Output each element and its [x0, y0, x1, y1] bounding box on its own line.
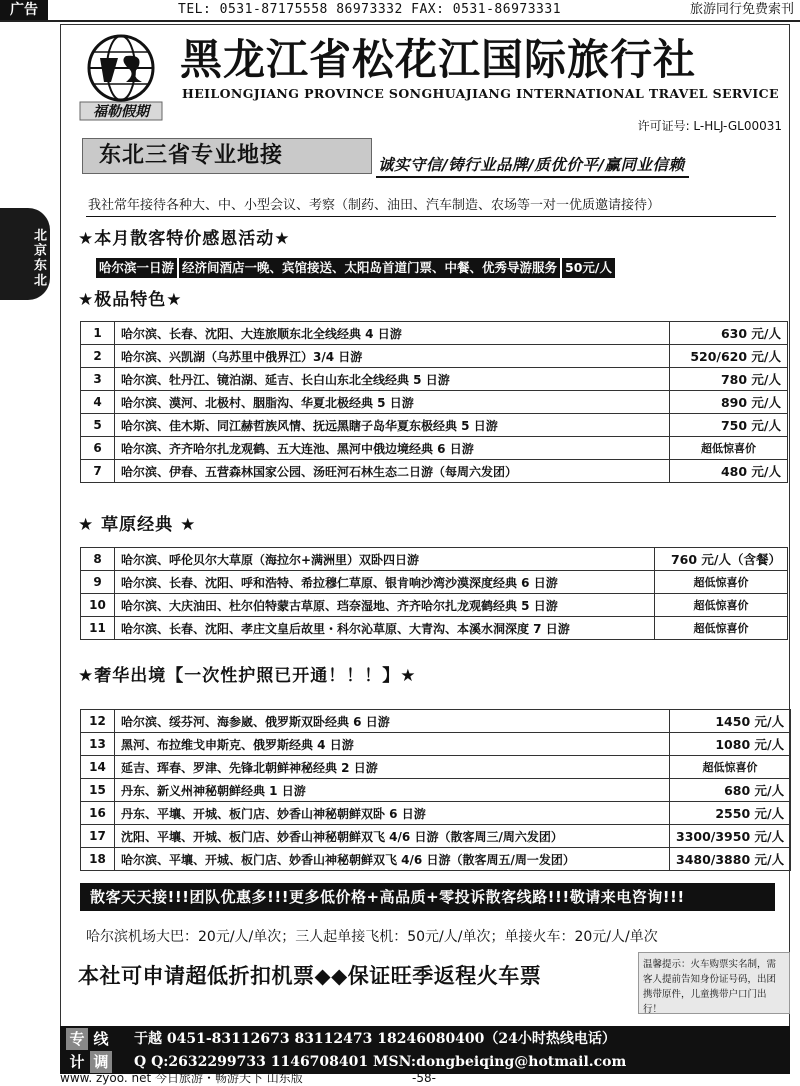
tour-price: 680 元/人	[670, 779, 791, 802]
promo-item: 经济间酒店一晚、宾馆接送、太阳岛首道门票、中餐、优秀导游服务	[179, 258, 560, 278]
row-number: 7	[81, 460, 115, 483]
row-number: 4	[81, 391, 115, 414]
row-number: 5	[81, 414, 115, 437]
tour-route: 哈尔滨、兴凯湖（乌苏里中俄界江）3/4 日游	[115, 345, 670, 368]
tour-route: 哈尔滨、牡丹江、镜泊湖、延吉、长白山东北全线经典 5 日游	[115, 368, 670, 391]
table-row	[81, 571, 788, 594]
tour-route: 丹东、新义州神秘朝鲜经典 1 日游	[115, 779, 670, 802]
intro-text: 我社常年接待各种大、中、小型会议、考察（制药、油田、汽车制造、农场等一对一优质邀请接待）	[86, 196, 776, 217]
tour-route: 哈尔滨、长春、沈阳、呼和浩特、希拉穆仁草原、银肯响沙湾沙漠深度经典 6 日游	[115, 571, 655, 594]
top-bar	[0, 0, 800, 22]
row-number: 17	[81, 825, 115, 848]
tour-table-premium	[80, 321, 788, 483]
contact-footer	[60, 1026, 790, 1074]
badge-char: 计	[69, 1053, 85, 1071]
tour-price: 超低惊喜价	[655, 617, 788, 640]
row-number: 12	[81, 710, 115, 733]
badge-char: 调	[90, 1051, 112, 1073]
tour-price: 超低惊喜价	[655, 571, 788, 594]
table-row	[81, 437, 788, 460]
contact-im-line: Q Q:2632299733 1146708401 MSN:dongbeiqing@hotmail.com	[134, 1054, 627, 1070]
row-number: 6	[81, 437, 115, 460]
tour-route: 哈尔滨、佳木斯、同江赫哲族风情、抚远黑瞎子岛华夏东极经典 5 日游	[115, 414, 670, 437]
contact-phone-line: 于越 0451-83112673 83112473 18246080400（24小时热线电话）	[134, 1031, 616, 1047]
promo-section-title: ★本月散客特价感恩活动★	[78, 229, 291, 249]
header-right-text: 旅游同行免费索刊	[689, 2, 794, 17]
company-logo	[78, 32, 164, 122]
company-name-en: HEILONGJIANG PROVINCE SONGHUAJIANG INTERNATIONAL TRAVEL SERVICE	[182, 86, 779, 101]
table-row	[81, 710, 791, 733]
row-number: 10	[81, 594, 115, 617]
main-banner: 东北三省专业地接	[82, 138, 372, 174]
section-title-outbound: ★奢华出境【一次性护照已开通！！！】★	[78, 666, 417, 686]
table-row	[81, 460, 788, 483]
table-row	[81, 733, 791, 756]
tour-price: 3300/3950 元/人	[670, 825, 791, 848]
table-row	[81, 802, 791, 825]
slogan: 诚实守信/铸行业品牌/质优价平/赢同业信赖	[376, 156, 689, 178]
table-row	[81, 345, 788, 368]
promo-item: 哈尔滨一日游	[96, 258, 177, 278]
tour-price: 520/620 元/人	[670, 345, 788, 368]
table-row	[81, 391, 788, 414]
row-number: 8	[81, 548, 115, 571]
badge-char: 线	[93, 1030, 109, 1048]
tour-route: 沈阳、平壤、开城、板门店、妙香山神秘朝鲜双飞 4/6 日游（散客周三/周六发团）	[115, 825, 670, 848]
row-number: 16	[81, 802, 115, 825]
row-number: 18	[81, 848, 115, 871]
promo-dark-strip: 散客天天接!!!团队优惠多!!!更多低价格+高品质+零投诉散客线路!!!敬请来电咨询!!!	[80, 883, 775, 911]
license-number: 许可证号: L-HLJ-GL00031	[637, 119, 782, 133]
section-title-grassland: ★ 草原经典 ★	[78, 515, 197, 535]
tour-price: 890 元/人	[670, 391, 788, 414]
promo-strip	[96, 258, 615, 278]
logo-caption: 福勒假期	[93, 104, 149, 120]
company-name-cn: 黑龙江省松花江国际旅行社	[180, 35, 697, 84]
tour-price: 750 元/人	[670, 414, 788, 437]
side-region-tab: 北京东北	[0, 208, 50, 300]
row-number: 11	[81, 617, 115, 640]
badge-char: 专	[66, 1028, 88, 1050]
tour-route: 丹东、平壤、开城、板门店、妙香山神秘朝鲜双卧 6 日游	[115, 802, 670, 825]
table-row	[81, 322, 788, 345]
tour-route: 哈尔滨、呼伦贝尔大草原（海拉尔+满洲里）双卧四日游	[115, 548, 655, 571]
tour-price: 超低惊喜价	[670, 437, 788, 460]
table-row	[81, 848, 791, 871]
phone-fax-line: TEL: 0531-87175558 86973332 FAX: 0531-86973331	[178, 2, 562, 17]
tour-table-grassland	[80, 547, 788, 640]
tour-route: 黑河、布拉维戈申斯克、俄罗斯经典 4 日游	[115, 733, 670, 756]
ad-tag: 广告	[0, 0, 48, 20]
promo-price: 50元/人	[562, 258, 615, 278]
table-row	[81, 779, 791, 802]
row-number: 2	[81, 345, 115, 368]
tour-route: 延吉、珲春、罗津、先锋北朝鲜神秘经典 2 日游	[115, 756, 670, 779]
airport-transfer-line: 哈尔滨机场大巴：20元/人/单次；三人起单接飞机：50元/人/单次；单接火车：20元/人/单次	[86, 929, 658, 945]
site-footer: www. zyoo. net 今日旅游・畅游天下 山东版	[60, 1071, 303, 1085]
row-number: 1	[81, 322, 115, 345]
tour-price: 3480/3880 元/人	[670, 848, 791, 871]
tour-route: 哈尔滨、漠河、北极村、胭脂沟、华夏北极经典 5 日游	[115, 391, 670, 414]
tour-route: 哈尔滨、大庆油田、杜尔伯特蒙古草原、珰奈湿地、齐齐哈尔扎龙观鹤经典 5 日游	[115, 594, 655, 617]
tour-table-outbound	[80, 709, 791, 871]
tour-price: 2550 元/人	[670, 802, 791, 825]
row-number: 15	[81, 779, 115, 802]
row-number: 14	[81, 756, 115, 779]
tour-route: 哈尔滨、绥芬河、海参崴、俄罗斯双卧经典 6 日游	[115, 710, 670, 733]
table-row	[81, 825, 791, 848]
table-row	[81, 548, 788, 571]
row-number: 13	[81, 733, 115, 756]
table-row	[81, 414, 788, 437]
tour-price: 760 元/人（含餐）	[655, 548, 788, 571]
tour-route: 哈尔滨、平壤、开城、板门店、妙香山神秘朝鲜双飞 4/6 日游（散客周五/周一发团）	[115, 848, 670, 871]
tour-route: 哈尔滨、齐齐哈尔扎龙观鹤、五大连池、黑河中俄边境经典 6 日游	[115, 437, 670, 460]
tour-price: 480 元/人	[670, 460, 788, 483]
tour-price: 超低惊喜价	[655, 594, 788, 617]
tour-route: 哈尔滨、伊春、五营森林国家公园、汤旺河石林生态二日游（每周六发团）	[115, 460, 670, 483]
table-row	[81, 756, 791, 779]
tour-price: 超低惊喜价	[670, 756, 791, 779]
page-number: -58-	[412, 1071, 436, 1085]
section-title-premium: ★极品特色★	[78, 290, 183, 310]
table-row	[81, 617, 788, 640]
table-row	[81, 368, 788, 391]
tour-price: 630 元/人	[670, 322, 788, 345]
tour-route: 哈尔滨、长春、沈阳、孝庄文皇后故里・科尔沁草原、大青沟、本溪水洞深度 7 日游	[115, 617, 655, 640]
tour-route: 哈尔滨、长春、沈阳、大连旅顺东北全线经典 4 日游	[115, 322, 670, 345]
tour-price: 1080 元/人	[670, 733, 791, 756]
reminder-tip: 温馨提示：火车购票实名制，需客人提前告知身份证号码，出团携带原件，儿童携带户口门出行！	[638, 952, 790, 1014]
row-number: 3	[81, 368, 115, 391]
ticket-service-line: 本社可申请超低折扣机票◆◆保证旺季返程火车票	[78, 964, 542, 988]
table-row	[81, 594, 788, 617]
tour-price: 1450 元/人	[670, 710, 791, 733]
tour-price: 780 元/人	[670, 368, 788, 391]
row-number: 9	[81, 571, 115, 594]
